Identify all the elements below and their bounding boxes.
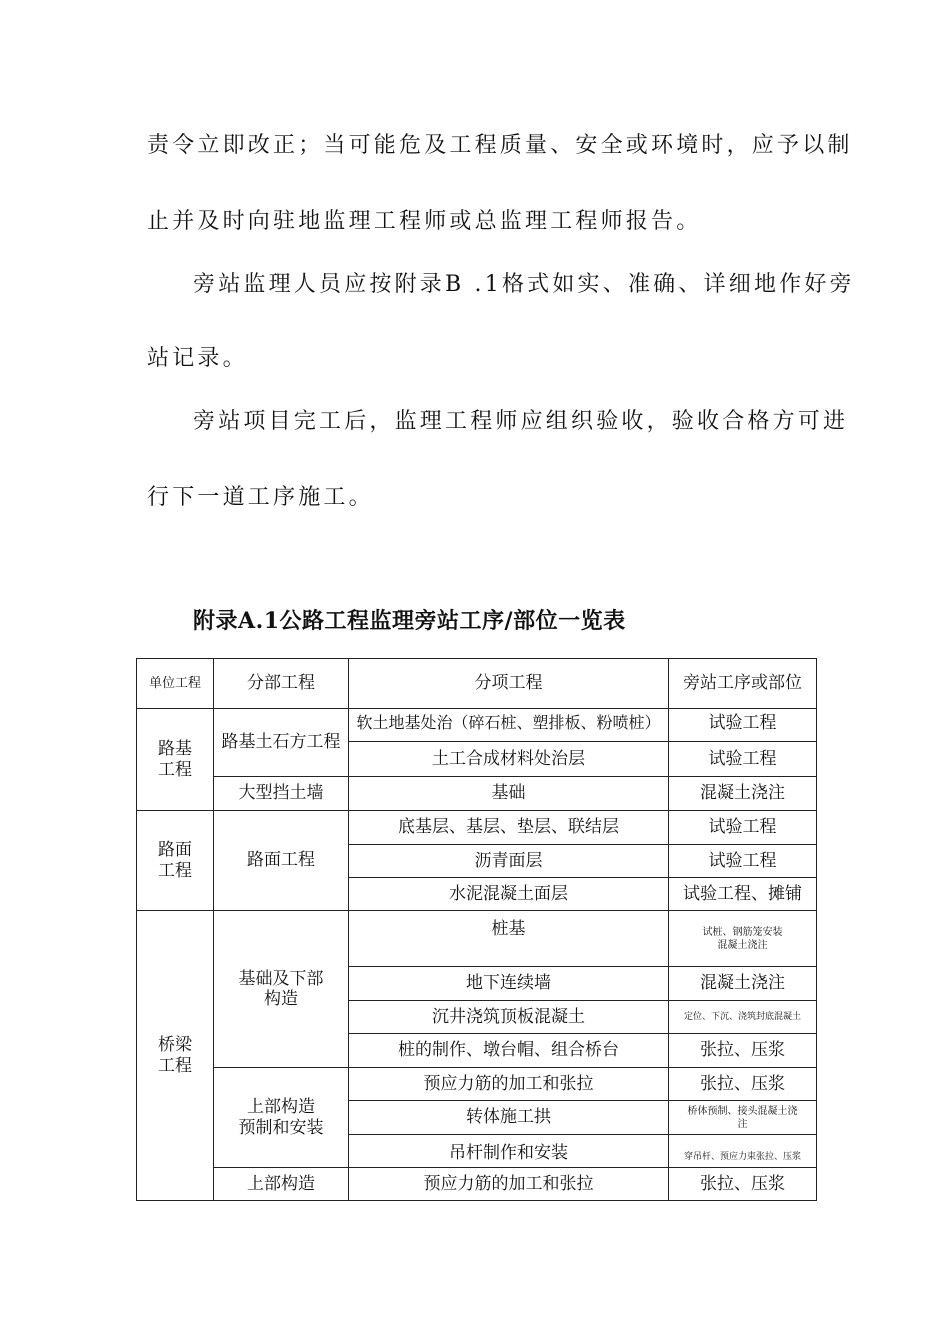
division-cell <box>214 911 349 1068</box>
item-label: 地下连续墙 <box>466 973 551 994</box>
item-cell <box>349 878 669 911</box>
position-label: 张拉、压浆 <box>700 1073 785 1094</box>
item-cell <box>349 1135 669 1168</box>
position-label: 张拉、压浆 <box>700 1173 785 1194</box>
division-cell <box>214 811 349 911</box>
position-cell <box>669 777 817 811</box>
item-cell <box>349 967 669 1001</box>
position-label: 桥体预制、接头混凝土浇 注 <box>687 1105 798 1130</box>
unit-cell <box>137 709 214 811</box>
paragraph-line-5: 旁站项目完工后，监理工程师应组织验收，验收合格方可进 <box>193 409 849 434</box>
unit-label: 路面 工程 <box>158 840 192 881</box>
table-row <box>137 811 817 845</box>
position-label: 混凝土浇注 <box>700 973 785 994</box>
item-cell <box>349 1001 669 1034</box>
item-label: 水泥混凝土面层 <box>449 883 568 904</box>
item-label: 吊杆制作和安装 <box>449 1143 568 1163</box>
item-cell <box>349 811 669 845</box>
position-label: 穿吊杆、预应力束张拉、压浆 <box>683 1152 801 1163</box>
item-label: 土工合成材料处治层 <box>432 748 585 769</box>
item-cell <box>349 742 669 777</box>
division-label: 基础及下部 构造 <box>238 968 324 1009</box>
item-label: 转体施工拱 <box>466 1107 551 1128</box>
position-cell <box>669 1135 817 1168</box>
header-division-project: 分部工程 <box>214 659 349 709</box>
position-label: 张拉、压浆 <box>700 1040 785 1061</box>
table-row <box>137 777 817 811</box>
position-cell <box>669 811 817 845</box>
item-cell <box>349 845 669 878</box>
paragraph-line-2: 止并及时向驻地监理工程师或总监理工程师报告。 <box>147 209 702 234</box>
table-row <box>137 911 817 967</box>
position-cell <box>669 1034 817 1068</box>
position-cell <box>669 845 817 878</box>
table-title: 附录A.1公路工程监理旁站工序/部位一览表 <box>193 608 626 634</box>
paragraph-line-4: 站记录。 <box>147 346 248 371</box>
unit-label: 桥梁 工程 <box>158 1035 192 1076</box>
unit-label: 路基 工程 <box>158 739 192 780</box>
header-item-project: 分项工程 <box>349 659 669 709</box>
paragraph-line-3: 旁站监理人员应按附录B .1格式如实、准确、详细地作好旁 <box>193 272 855 297</box>
position-cell <box>669 709 817 742</box>
item-cell <box>349 777 669 811</box>
position-cell <box>669 967 817 1001</box>
item-cell <box>349 1034 669 1068</box>
table-row <box>137 709 817 742</box>
position-cell <box>669 742 817 777</box>
item-label: 底基层、基层、垫层、联结层 <box>398 817 619 838</box>
item-cell <box>349 1101 669 1135</box>
position-cell <box>669 1101 817 1135</box>
table-header-row <box>137 659 817 709</box>
position-cell <box>669 878 817 911</box>
bypass-supervision-table <box>136 658 817 1201</box>
item-label: 基础 <box>491 783 526 804</box>
item-cell <box>349 1068 669 1101</box>
table-row <box>137 1068 817 1101</box>
item-cell <box>349 911 669 967</box>
item-cell <box>349 1168 669 1201</box>
table-row <box>137 1168 817 1201</box>
position-cell <box>669 1001 817 1034</box>
item-label: 预应力筋的加工和张拉 <box>423 1073 594 1094</box>
paragraph-line-6: 行下一道工序施工。 <box>147 485 374 510</box>
paragraph-line-1: 责令立即改正；当可能危及工程质量、安全或环境时，应予以制 <box>147 133 853 158</box>
position-cell <box>669 1068 817 1101</box>
header-supervision-position: 旁站工序或部位 <box>669 659 817 709</box>
division-label: 上部构造 预制和安装 <box>238 1097 324 1138</box>
position-label: 试验工程 <box>708 748 777 769</box>
position-label: 试桩、钢筋笼安装 混凝土浇注 <box>702 926 783 951</box>
division-label: 路基土石方工程 <box>221 732 341 753</box>
division-cell <box>214 1068 349 1168</box>
item-label: 桩基 <box>491 919 526 939</box>
position-label: 试验工程 <box>708 850 777 871</box>
position-cell <box>669 1168 817 1201</box>
unit-cell <box>137 911 214 1201</box>
item-cell <box>349 709 669 742</box>
division-label: 路面工程 <box>247 850 315 871</box>
header-unit-project: 单位工程 <box>137 659 214 709</box>
division-label: 上部构造 <box>247 1173 315 1194</box>
item-label: 沉井浇筑顶板混凝土 <box>432 1006 585 1027</box>
division-cell <box>214 777 349 811</box>
position-label: 定位、下沉、浇筑封底混凝土 <box>683 1011 801 1022</box>
position-label: 试验工程、摊铺 <box>683 883 802 904</box>
division-cell <box>214 1168 349 1201</box>
item-label: 预应力筋的加工和张拉 <box>423 1173 594 1194</box>
position-label: 试验工程 <box>708 713 777 733</box>
position-label: 混凝土浇注 <box>700 783 785 804</box>
position-label: 试验工程 <box>708 817 777 838</box>
unit-cell <box>137 811 214 911</box>
item-label: 软土地基处治（碎石桩、塑排板、粉喷桩） <box>356 713 661 732</box>
item-label: 沥青面层 <box>474 850 543 871</box>
division-label: 大型挡土墙 <box>238 783 324 804</box>
division-cell <box>214 709 349 777</box>
position-cell <box>669 911 817 967</box>
item-label: 桩的制作、墩台帽、组合桥台 <box>398 1040 619 1061</box>
